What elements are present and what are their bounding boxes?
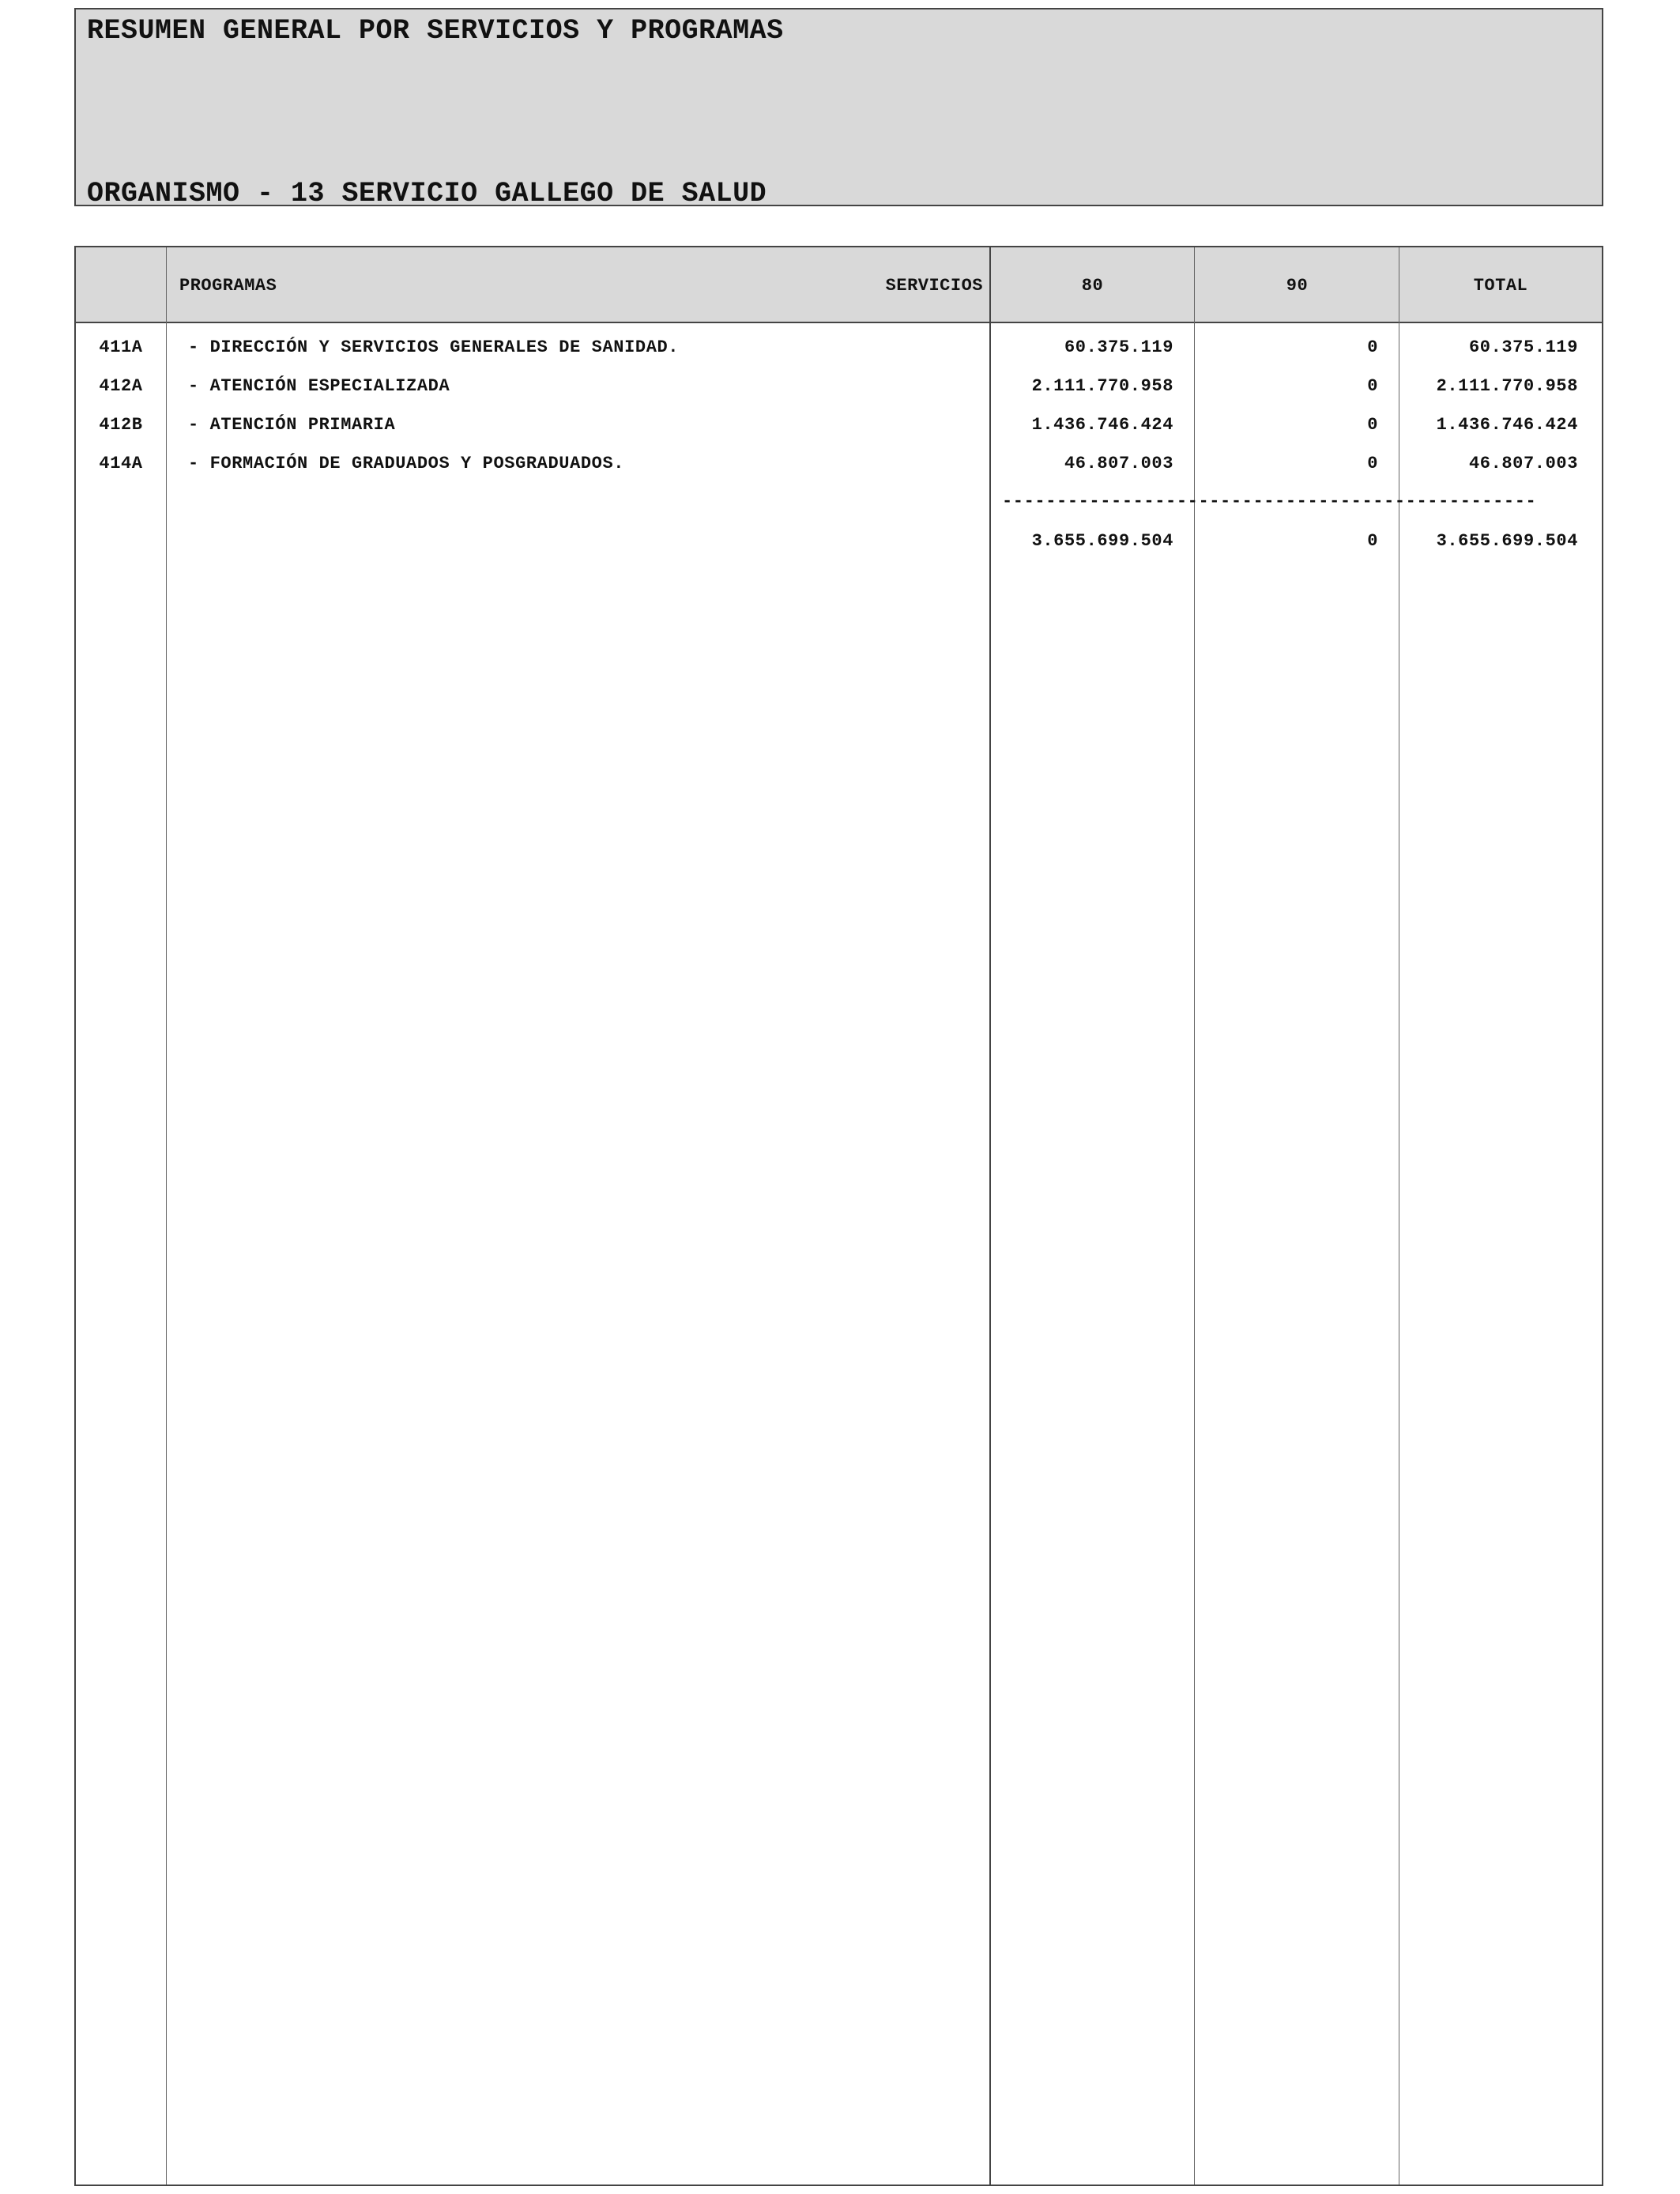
value-80: 46.807.003 [1064, 454, 1173, 473]
report-title: RESUMEN GENERAL POR SERVICIOS Y PROGRAMAS [87, 15, 784, 47]
total-90: 0 [1367, 531, 1378, 551]
header-servicios: SERVICIOS [885, 276, 983, 296]
program-description: - FORMACIÓN DE GRADUADOS Y POSGRADUADOS. [188, 454, 625, 473]
value-total: 60.375.119 [1468, 337, 1578, 357]
total-separator: ------------------------------------------------- [1002, 492, 1537, 511]
header-col-90: 90 [1286, 276, 1309, 296]
table-row [76, 415, 1602, 439]
header-programas: PROGRAMAS [179, 276, 277, 296]
table-row [76, 454, 1602, 477]
value-90: 0 [1367, 454, 1378, 473]
table-row [76, 337, 1602, 361]
program-description: - ATENCIÓN PRIMARIA [188, 415, 396, 435]
table-row [76, 376, 1602, 400]
value-total: 1.436.746.424 [1436, 415, 1578, 435]
value-80: 60.375.119 [1064, 337, 1173, 357]
program-code: 412A [99, 376, 143, 396]
totals-row [76, 531, 1602, 555]
value-90: 0 [1367, 415, 1378, 435]
value-90: 0 [1367, 337, 1378, 357]
table-header [76, 247, 1602, 323]
report-header [74, 8, 1603, 209]
value-90: 0 [1367, 376, 1378, 396]
organism-subtitle: ORGANISMO - 13 SERVICIO GALLEGO DE SALUD [87, 178, 767, 209]
program-description: - DIRECCIÓN Y SERVICIOS GENERALES DE SANIDAD. [188, 337, 680, 357]
value-total: 46.807.003 [1468, 454, 1578, 473]
value-total: 2.111.770.958 [1436, 376, 1578, 396]
total-80: 3.655.699.504 [1031, 531, 1173, 551]
header-col-total: TOTAL [1473, 276, 1528, 296]
program-code: 414A [99, 454, 143, 473]
header-col-80: 80 [1081, 276, 1104, 296]
grand-total: 3.655.699.504 [1436, 531, 1578, 551]
program-code: 412B [99, 415, 143, 435]
value-80: 1.436.746.424 [1031, 415, 1173, 435]
separator-row [76, 492, 1602, 515]
program-description: - ATENCIÓN ESPECIALIZADA [188, 376, 450, 396]
program-code: 411A [99, 337, 143, 357]
summary-table [74, 246, 1603, 2186]
value-80: 2.111.770.958 [1031, 376, 1173, 396]
